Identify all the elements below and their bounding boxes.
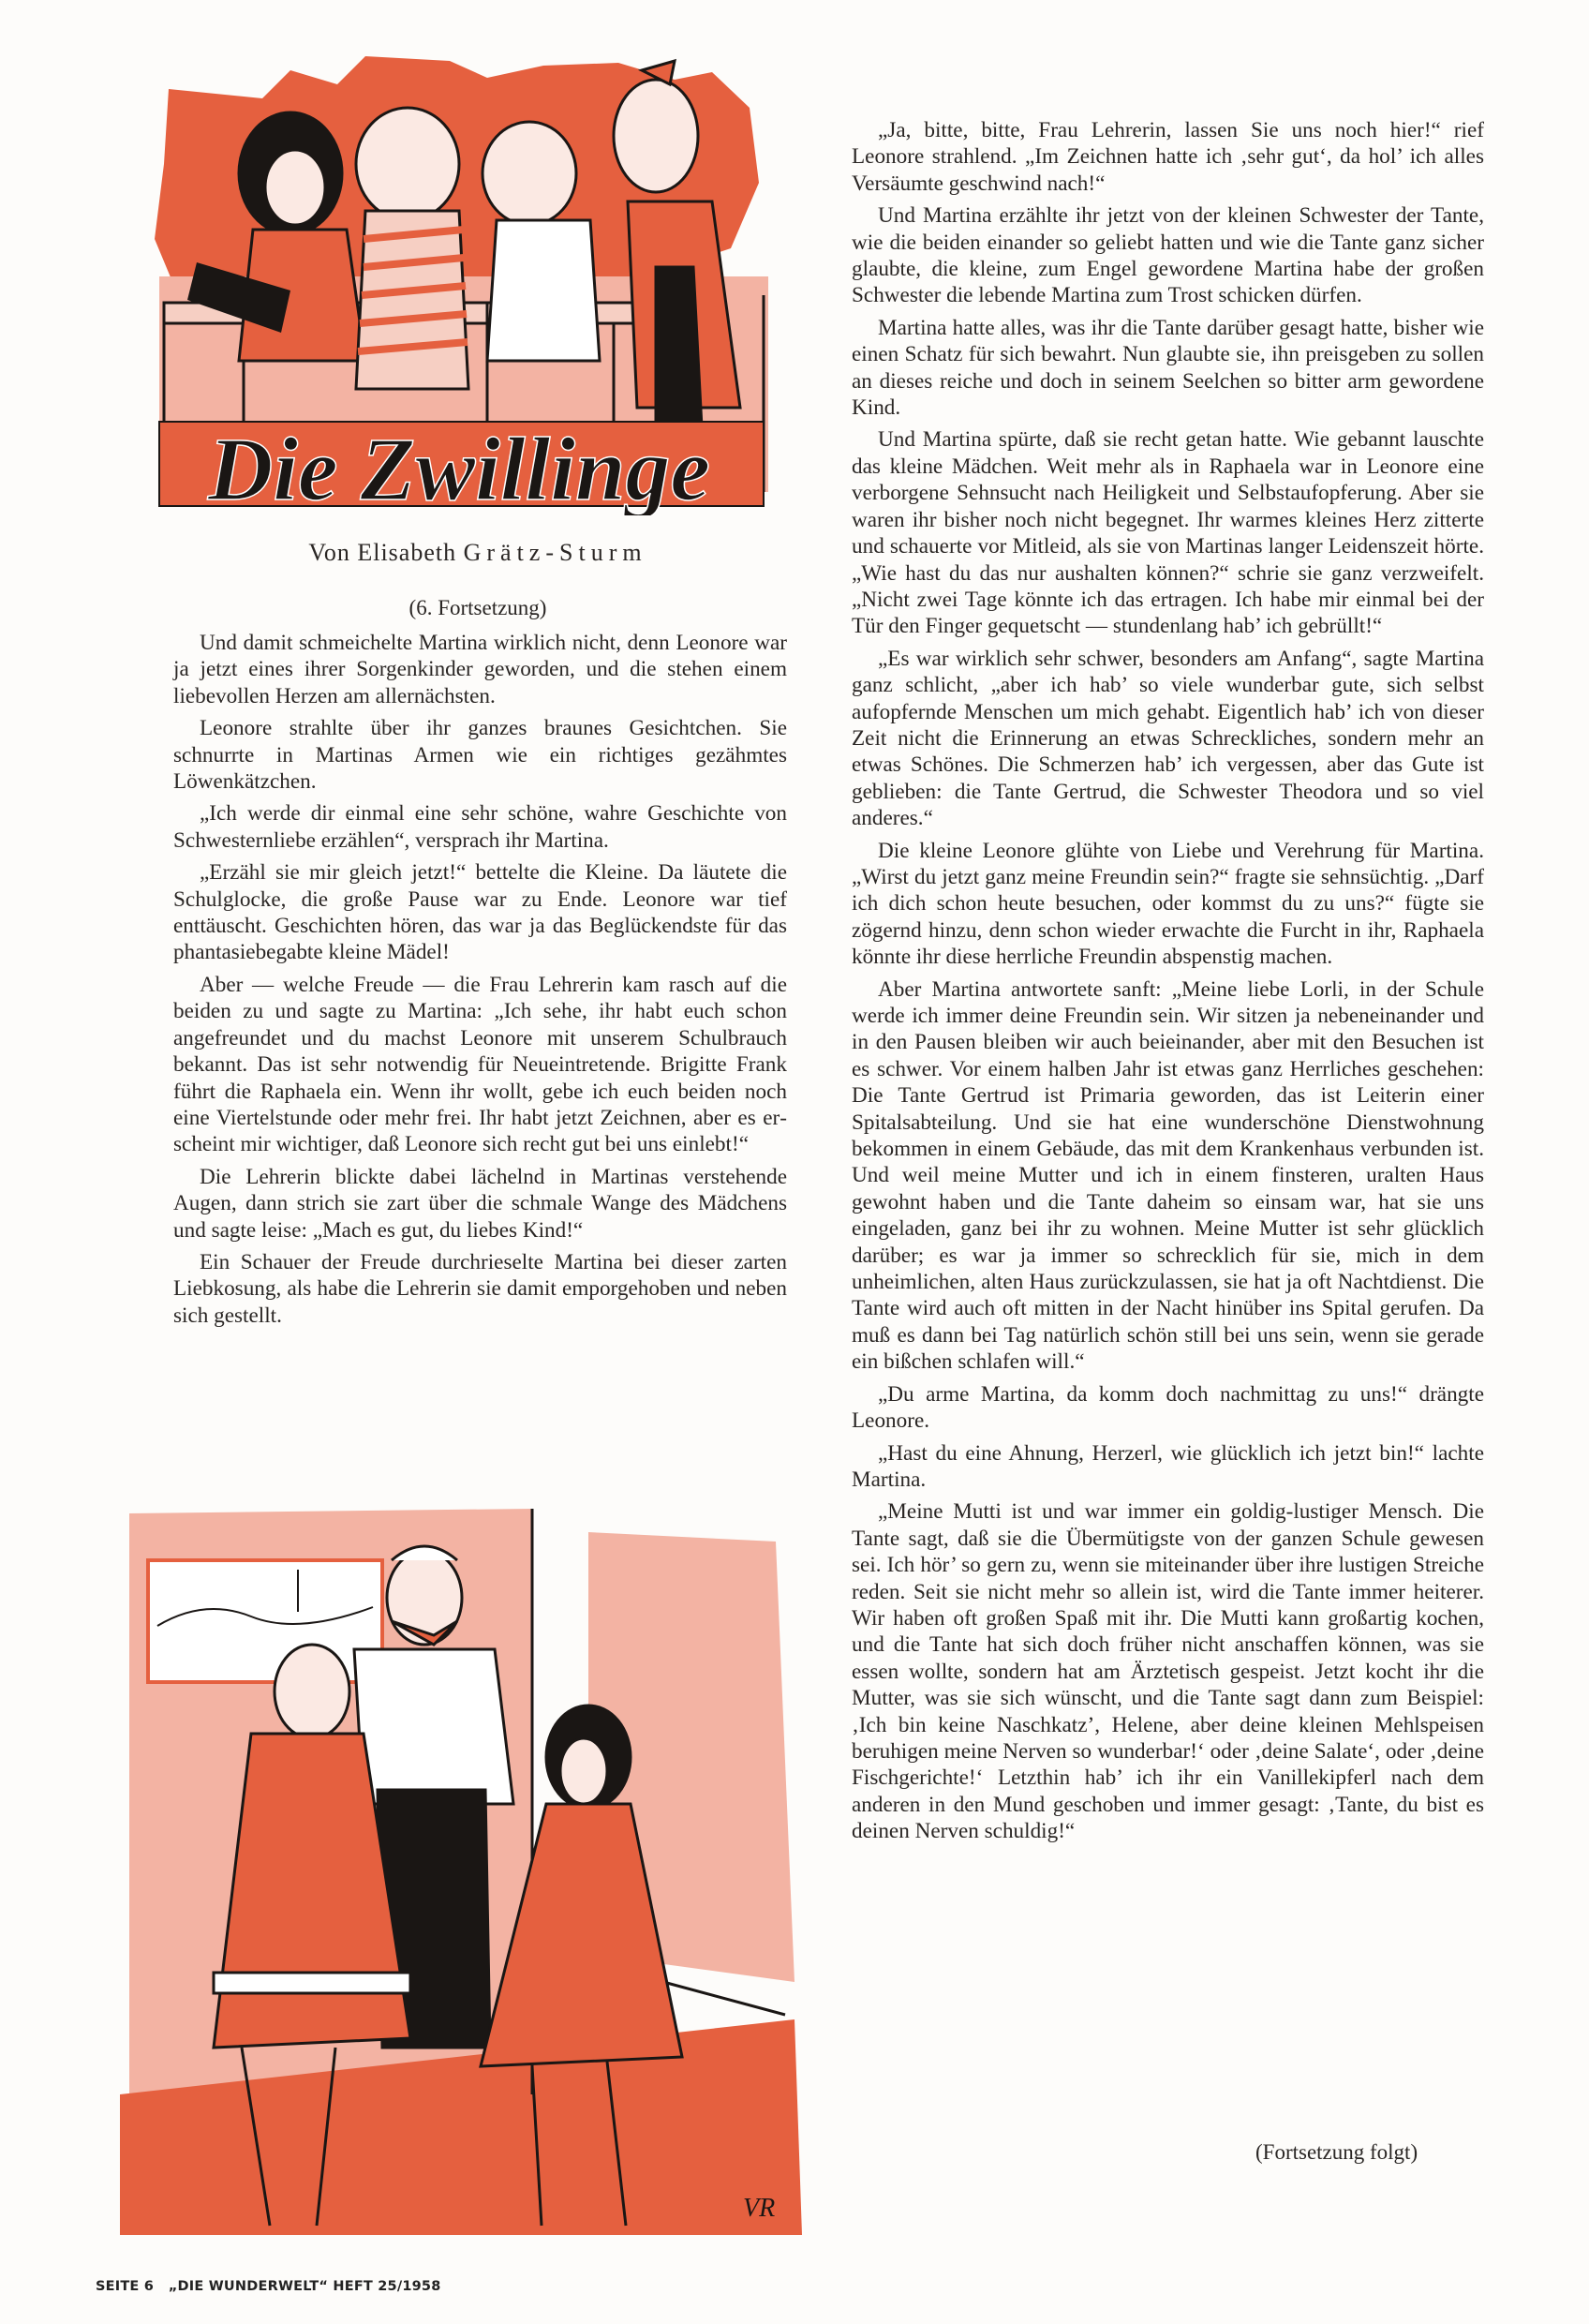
paragraph: „Du arme Martina, da komm doch nachmittag zu uns!“ drängte Leonore.: [852, 1381, 1484, 1434]
paragraph: Aber Martina antwortete sanft: „Meine liebe Lorli, in der Schule werde ich immer deine Freundin sein. Wir sitzen ja nebeneinander und in den Pausen bleiben wir auch beieinander, aber mit den Besuchen ist es schwer. Vor einem halben Jahr ist etwas ganz Herrliches geschehen: Die Tante Gertrud ist Primaria geworden, das ist Leiterin einer Spitalsabteilung. Und sie hat eine wunderschöne Dienstwohnung bekommen in einem Gebäude, das mit dem Krankenhaus verbunden ist. Und weil meine Mutter und ich in einem finsteren, uralten Haus gewohnt haben und die Tante daheim so einsam war, hat sie uns eingeladen, ganz bei ihr zu wohnen. Meine Mutter ist sehr glücklich darüber; es war ja immer so schrecklich für sie, mich in dem unheimlichen, alten Haus zurückzulassen, sie hat ja oft Nachtdienst. Die Tante wird auch oft mitten in der Nacht hinüber ins Spital gerufen. Da muß es dann bei Tag natürlich schön still bei uns sein, wenn sie gerade ein bißchen schlafen will.“: [852, 976, 1484, 1375]
author-prefix: Von Elisabeth: [308, 539, 457, 566]
issue-number: HEFT 25/1958: [333, 2279, 441, 2294]
girl-2: [356, 108, 468, 389]
title-illustration-svg: [150, 52, 815, 515]
installment-label: (6. Fortsetzung): [408, 596, 547, 619]
paragraph: Die kleine Leonore glühte von Liebe und Verehrung für Martina. „Wirst du jetzt ganz meine Freundin sein?“ fragte sie sehnsüchtig. „Darf ich dich schon heute besuchen, oder kommst du zu uns?“ fügte sie zögernd hinzu, denn schon wieder erwachte die Furcht in ihr, Raphaela könnte ihr diese herrliche Freundin abspenstig machen.: [852, 838, 1484, 970]
paragraph: Martina hatte alles, was ihr die Tante darüber gesagt hatte, bisher wie einen Schatz für sich bewahrt. Nun glaubte sie, ihn preisgeben zu sollen an dieses reiche und doch in seinem Seelchen so bitter arm gewordene Kind.: [852, 315, 1484, 421]
artist-signature: VR: [743, 2194, 776, 2223]
paragraph: Die Lehrerin blickte dabei lächelnd in Martinas verstehende Augen, dann strich sie zart über die schmale Wange des Mädchens und sagte leise: „Mach es gut, du liebes Kind!“: [173, 1164, 787, 1243]
magazine-name: „DIE WUNDERWELT“: [168, 2279, 329, 2294]
paragraph: „Hast du eine Ahnung, Herzerl, wie glücklich ich jetzt bin!“ lachte Martina.: [852, 1440, 1484, 1492]
page-number: SEITE 6: [96, 2279, 155, 2294]
scene-illustration: [120, 1495, 802, 2235]
paragraph: „Meine Mutti ist und war immer ein goldig-lustiger Mensch. Die Tante sagt, daß sie die Übermütigste von der ganzen Schule gewesen sei. Ich hör’ so gern zu, wenn sie miteinander über ihre lustigen Streiche reden. Seit sie nicht mehr so allein ist, wird die Tante immer heiterer. Wir haben oft großen Spaß mit ihr. Die Mutti kann großartig kochen, und die Tante hat sich doch früher nicht anschaffen können, was sie essen wollte, sondern hat am Ärztetisch gespeist. Jetzt kocht ihr die Mutter, was sie sich wünscht, und die Tante sagt dann zum Beispiel: ‚Ich bin keine Naschkatz’, Helene, aber deine kleinen Mehlspeisen beruhigen meine Nerven so wunderbar!‘ oder ‚deine Salate‘, oder ‚deine Fischgerichte!‘ Letzthin hab’ ich ihr ein Vanillekipferl nach dem anderen in den Mund geschoben und immer gesagt: ‚Tante, du bist es deinen Nerven schuldig!“: [852, 1499, 1484, 1844]
paragraph: „Ich werde dir einmal eine sehr schöne, wahre Geschichte von Schwesternliebe erzählen“, versprach ihr Martina.: [173, 801, 787, 853]
paragraph: Und damit schmeichelte Martina wirklich nicht, denn Leonore war ja jetzt eines ihrer Sorgenkinder geworden, und die stehen einem liebevollen Herzen am allernächsten.: [173, 631, 787, 708]
paragraph: Aber — welche Freude — die Frau Lehrerin kam rasch auf die beiden zu und sagte zu Martina: „Ich sehe, ihr habt euch schon angefreundet und du machst Leonore mit unserem Schulbrauch bekannt. Das ist sehr notwendig für Neueintretende. Brigitte Frank führt die Raphaela ein. Wenn ihr wollt, gebe ich euch beiden noch eine Viertelstunde oder mehr frei. Ihr habt jetzt Zeichnen, aber es erscheint mir wichtiger, daß Leonore sich recht gut bei uns einlebt!“: [173, 972, 787, 1157]
paragraph: „Ja, bitte, bitte, Frau Lehrerin, lassen Sie uns noch hier!“ rief Leonore strahlend. „Im Zeichnen hatte ich ‚sehr gut‘, da hol’ ich alles Versäumte geschwind nach!“: [852, 118, 1484, 196]
paragraph: Und Martina spürte, daß sie recht getan hatte. Wie gebannt lauschte das kleine Mädchen. Weit mehr als in Raphaela war in Leonore eine verborgene Sehnsucht nach Heiligkeit und Selbstaufopferung. Aber sie waren ihr bisher noch nicht begegnet. Ihr warmes kleines Herz zitterte und schauerte vor Mitleid, als sie von Martinas langer Leidenszeit hörte. „Wie hast du das nur aushalten können?“ schrie sie ganz verzweifelt. „Nicht zwei Tage könnte ich das ertragen. Ich habe mir einmal bei der Tür den Finger gequetscht — stundenlang hab’ ich gebrüllt!“: [852, 427, 1484, 639]
paragraph: Ein Schauer der Freude durchrieselte Martina bei dieser zarten Liebkosung, als habe die Lehrerin sie damit emporgehoben und neben sich gestellt.: [173, 1249, 787, 1328]
byline: [150, 539, 806, 567]
author-surname: Grätz-Sturm: [463, 539, 647, 566]
paragraph: Leonore strahlte über ihr ganzes braunes Gesichtchen. Sie schnurrte in Martinas Armen wie ein richtiges gezähmtes Löwenkätzchen.: [173, 716, 787, 795]
wall-picture: [148, 1560, 382, 1682]
title-illustration: [150, 52, 815, 515]
left-column: [173, 630, 787, 1334]
right-column: [852, 117, 1484, 1851]
page-footer: [96, 2279, 441, 2294]
title-script: Die Zwillinge: [208, 419, 710, 515]
paragraph: Und Martina erzählte ihr jetzt von der kleinen Schwester der Tante, wie die beiden einander so geliebt hatten und wie die Tante ganz sicher glaubte, die kleine, zum Engel gewordene Martina habe der großen Schwester die lebende Martina zum Trost schicken dürfen.: [852, 203, 1484, 308]
continued-note: (Fortsetzung folgt): [1255, 2140, 1418, 2164]
paragraph: „Erzähl sie mir gleich jetzt!“ bettelte die Kleine. Da läutete die Schulglocke, die große Pause war zu Ende. Leonore war tief enttäuscht. Geschichten hören, das war ja das Beglückendste für das phantasiebegabte kleine Mädel!: [173, 860, 787, 965]
paragraph: „Es war wirklich sehr schwer, besonders am Anfang“, sagte Martina ganz schlicht, „aber ich hab’ so viele wunderbar gute, sich selbst aufopfernde Menschen um mich gehabt. Eigentlich hab’ ich von dieser Zeit nicht die Erinnerung an etwas Schreckliches, sondern mehr an etwas Schönes. Die Schmerzen hab’ ich vergessen, aber das Gute ist geblieben: die Tante Gertrud, die Schwester Theodora und so viel anderes.“: [852, 646, 1484, 831]
scene-illustration-svg: [120, 1495, 802, 2235]
